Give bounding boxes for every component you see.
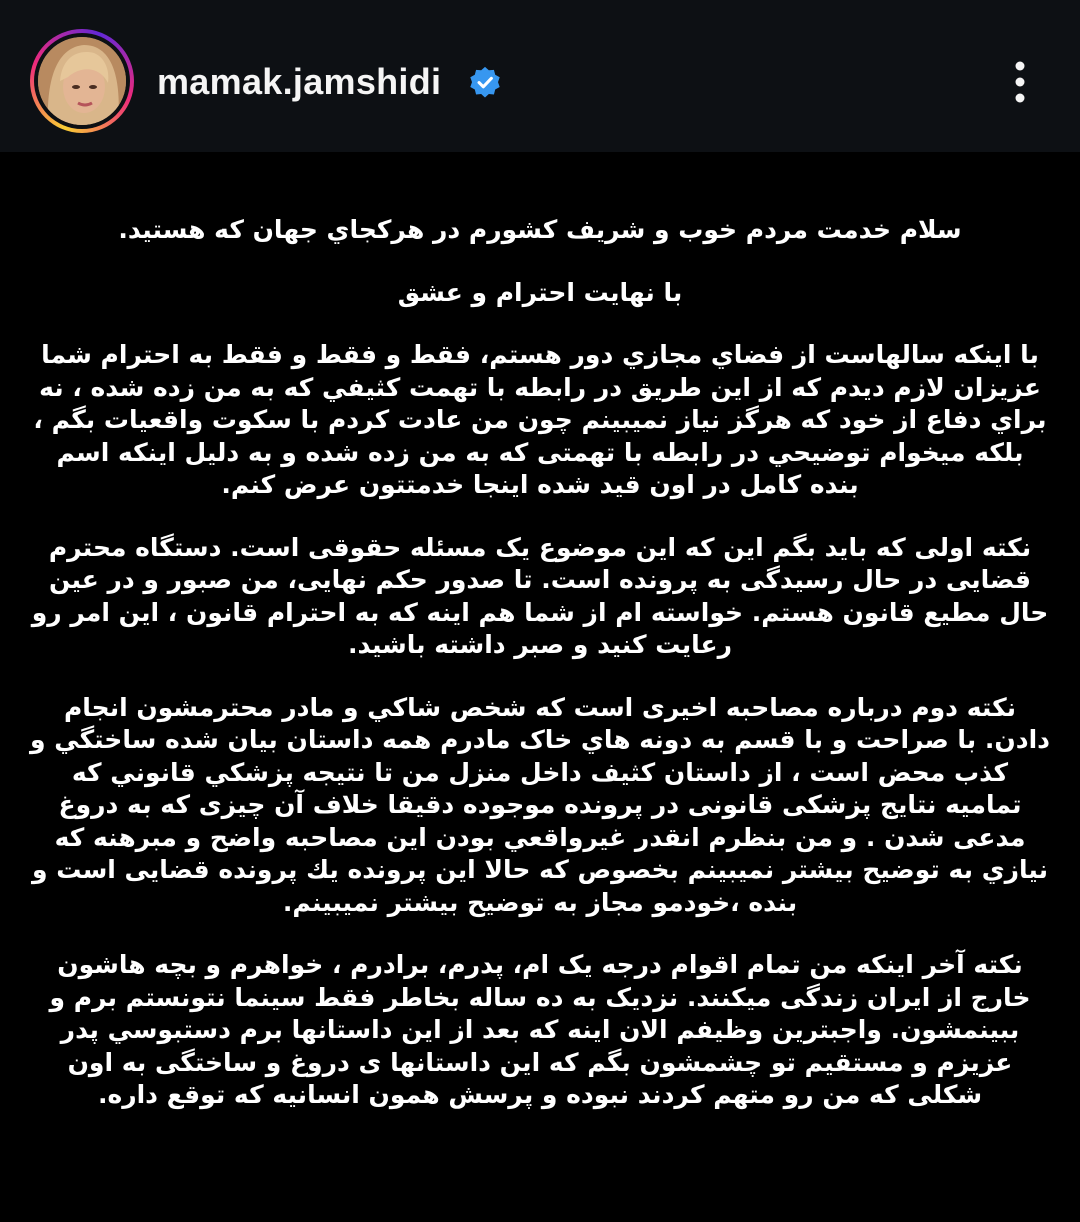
post-image — [0, 152, 1080, 1222]
paragraph-intro: با اينکه سالهاست از فضاي مجازي دور هستم، فقط و فقط و فقط به احترام شما عزيزان لازم ديدم که از اين طريق در رابطه با تهمت کثيفي که به من زده شده ، نه براي دفاع از خود که هرگز نياز نميبينم چون من عادت کردم با سکوت واقعيات بگم ، بلکه ميخوام توضيحي در رابطه با تهمتی که به من زده شده و به دليل اينکه اسم بنده کامل در اون قيد شده اينجا خدمتتون عرض کنم. — [33, 340, 1047, 499]
avatar[interactable] — [38, 37, 126, 125]
story-ring[interactable] — [30, 29, 134, 133]
paragraph-first-point: نکته اولی که بايد بگم اين که اين موضوع يک مسئله حقوقی است. دستگاه محترم قضايی در حال رسيدگی به پرونده است. تا صدور حکم نهايی، من صبور و در عين حال مطيع قانون هستم. خواسته ام از شما هم اينه که به احترام قانون ، اين امر رو رعايت کنيد و صبر داشته باشيد. — [31, 532, 1049, 659]
avatar-image — [38, 37, 126, 125]
verified-badge-icon — [468, 66, 502, 100]
username[interactable]: mamak.jamshidi — [157, 61, 442, 102]
salutation-line: با نهايت احترام و عشق — [397, 277, 683, 307]
paragraph-last-point: نکته آخر اينکه من تمام اقوام درجه يک ام، پدرم، برادرم ، خواهرم و بچه هاشون خارج از ايران زندگی ميکنند. نزديک به ده ساله بخاطر فقط سينما نتونستم برم و ببينمشون. واجبترين وظيفم الان اينه که بعد از اين داستانها برم دستبوسي پدر عزيزم و مستقيم تو چشمشون بگم که اين داستانها ی دروغ و ساختگی به اون شکلی که من رو متهم کردند نبوده و پرسش همون انسانيه که توقع داره. — [49, 950, 1031, 1109]
post-header — [0, 0, 1080, 152]
greeting-line: سلام خدمت مردم خوب و شريف کشورم در هرکجاي جهان که هستيد. — [118, 215, 962, 244]
paragraph-second-point: نکته دوم درباره مصاحبه اخيری است که شخص شاکي و مادر محترمشون انجام دادن. با صراحت و با قسم به دونه هاي خاک مادرم همه داستان بيان شده ساختگي و کذب محض است ، از داستان کثيف داخل منزل من تا نتيجه پزشکي قانوني که تماميه نتايج پزشکی قانونی در پرونده موجوده دقيقا خلاف آن چيزی که به دروغ مدعی شدن . و من بنظرم انقدر غيرواقعي بودن اين مصاحبه واضح و مبرهنه که نيازي به توضيح بيشتر نميبينم بخصوص که حالا اين پرونده يك پرونده قضايی است و بنده ،خودمو مجاز به توضيح بيشتر نميبينم. — [30, 692, 1050, 917]
more-vertical-icon[interactable] — [1000, 58, 1040, 106]
statement-text — [30, 214, 1050, 1142]
